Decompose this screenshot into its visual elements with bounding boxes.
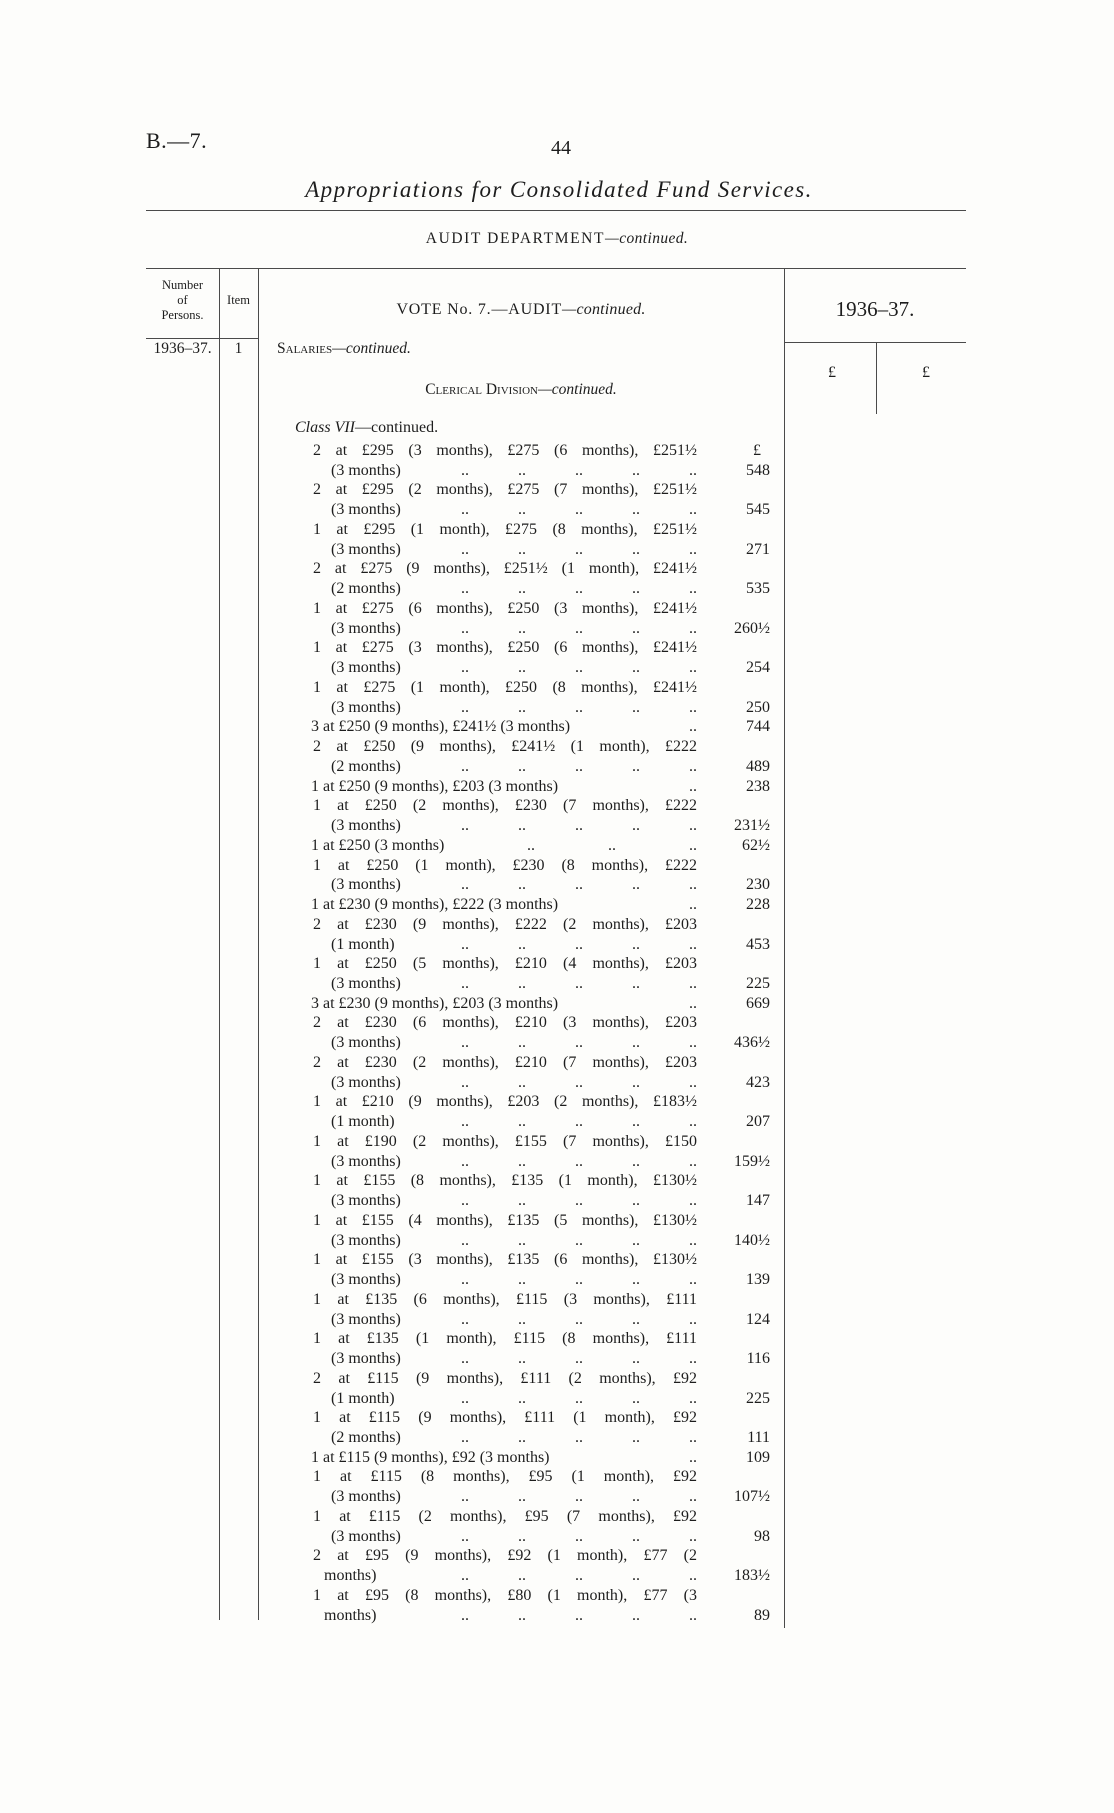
entry-rate-line: 1 at £250 (2 months), £230 (7 months), £222 [313, 797, 697, 815]
entry-amount: 436½ [734, 1034, 770, 1052]
entry-rate-line [311, 1448, 697, 1468]
entry-continuation-text: (3 months) [331, 1488, 401, 1506]
entry-rate-text: 1 at £250 (9 months), £203 (3 months) [311, 777, 559, 795]
header-word: of [177, 293, 188, 307]
dot-leader: .. .. .. .. .. [461, 501, 697, 519]
division-heading [258, 381, 784, 399]
entry-continuation-line [331, 658, 697, 678]
entry-rate-line: 2 at £295 (3 months), £275 (6 months), £251½ [313, 442, 697, 459]
entry-amount: 62½ [742, 836, 770, 854]
entry-rate-line [311, 895, 697, 915]
entry-continuation-text: (3 months) [331, 974, 401, 992]
entry-continuation-line [331, 698, 697, 718]
entry-rate-line: 2 at £95 (9 months), £92 (1 month), £77 (2 [313, 1547, 697, 1565]
entry-amount: 111 [747, 1429, 770, 1446]
amount-currency-symbol: £ [753, 442, 761, 459]
entry-rate-line: 2 at £250 (9 months), £241½ (1 month), £222 [313, 738, 697, 756]
vote-title: VOTE No. 7.—AUDIT [396, 301, 563, 318]
header-bottom-rule-left [146, 338, 258, 339]
row-year: 1936–37. [153, 340, 212, 357]
entry-continuation-text: (3 months) [331, 540, 401, 558]
header-bottom-rule-right [784, 342, 966, 343]
entry-continuation-line [331, 974, 697, 994]
dot-leader: .. .. .. .. .. [461, 619, 697, 637]
entry-rate-line [311, 777, 697, 797]
section-heading [277, 340, 411, 357]
entry-continuation-text: (3 months) [331, 1192, 401, 1210]
entry-continuation-line [331, 1349, 697, 1369]
entry-rate-line [311, 717, 697, 737]
department-heading [357, 230, 757, 248]
year-column-header: 1936–37. [835, 297, 915, 321]
entry-continuation-text: (3 months) [331, 1350, 401, 1368]
entry-amount: 225 [746, 974, 770, 992]
dot-leader: .. .. .. .. .. [461, 1606, 697, 1624]
section-name: Salaries [277, 340, 333, 357]
entry-rate-line: 1 at £275 (6 months), £250 (3 months), £241½ [313, 599, 697, 617]
entry-continuation-line [331, 757, 697, 777]
entry-continuation-text: (3 months) [331, 461, 401, 479]
entry-rate-line: 2 at £230 (9 months), £222 (2 months), £203 [313, 915, 697, 933]
entry-rate-line: 1 at £155 (4 months), £135 (5 months), £130½ [313, 1211, 697, 1229]
entry-continuation-line [331, 1191, 697, 1211]
entry-amount: 250 [746, 698, 770, 716]
dot-leader: .. .. .. .. .. [461, 1113, 697, 1131]
vote-heading [258, 301, 784, 319]
entry-continuation-text: (3 months) [331, 619, 401, 637]
currency-header-b: £ [922, 364, 930, 381]
entry-continuation-text: (3 months) [331, 698, 401, 716]
entry-continuation-line [331, 1152, 697, 1172]
dot-leader: .. [689, 1448, 697, 1466]
entry-continuation-text: (3 months) [331, 659, 401, 677]
dot-leader: .. .. .. .. .. [461, 461, 697, 479]
entry-continuation-line [331, 1270, 697, 1290]
entry-continuation-text: (3 months) [331, 1527, 401, 1545]
entry-rate-text: 1 at £115 (9 months), £92 (3 months) [311, 1448, 550, 1466]
entry-continuation-text: (1 month) [331, 1113, 395, 1131]
entry-continuation-line [331, 875, 697, 895]
entry-rate-line: 1 at £155 (3 months), £135 (6 months), £130½ [313, 1251, 697, 1269]
department-name: AUDIT DEPARTMENT [425, 230, 606, 247]
running-title: Appropriations for Consolidated Fund Services. [305, 177, 813, 202]
entry-continuation-line [331, 1231, 697, 1251]
entry-continuation-line [331, 816, 697, 836]
entry-continuation-line [331, 461, 697, 481]
entry-continuation-text: months) [324, 1567, 377, 1585]
entry-amount: 423 [746, 1073, 770, 1091]
entry-continuation-text: (2 months) [331, 757, 401, 775]
entry-continuation-text: (1 month) [331, 1389, 395, 1407]
dot-leader: .. [689, 994, 697, 1012]
entry-continuation-text: (1 month) [331, 935, 395, 953]
dot-leader: .. .. .. .. .. [461, 1192, 697, 1210]
entry-continuation-line [331, 1428, 697, 1448]
entry-amount: 238 [746, 777, 770, 795]
dot-leader: .. [689, 718, 697, 736]
item-header: Item [227, 293, 250, 307]
entry-rate-line: 1 at £275 (3 months), £250 (6 months), £241½ [313, 639, 697, 657]
entry-amount: 98 [754, 1527, 770, 1545]
entry-rate-line: 1 at £155 (8 months), £135 (1 month), £130½ [313, 1172, 697, 1190]
amount-column-divider [784, 268, 785, 1628]
entry-amount: 489 [746, 757, 770, 775]
entry-rate-text: 3 at £250 (9 months), £241½ (3 months) [311, 718, 571, 736]
entry-amount: 453 [746, 935, 770, 953]
entry-continuation-line [331, 540, 697, 560]
dot-leader: .. .. .. .. .. [461, 580, 697, 598]
dot-leader: .. .. .. .. .. [461, 757, 697, 775]
dot-leader: .. .. .. .. .. [461, 1429, 697, 1446]
entry-rate-line: 1 at £135 (1 month), £115 (8 months), £111 [313, 1330, 697, 1348]
dot-leader: .. .. .. .. .. [461, 1310, 697, 1328]
entry-amount: 159½ [734, 1152, 770, 1170]
entry-continuation-line [331, 579, 697, 599]
entry-continuation-line [331, 935, 697, 955]
entry-amount: 231½ [734, 817, 770, 835]
dot-leader: .. .. .. .. .. [461, 1527, 697, 1545]
document-reference: B.—7. [146, 128, 208, 153]
entry-rate-line: 1 at £210 (9 months), £203 (2 months), £183½ [313, 1093, 697, 1111]
persons-column-divider [219, 268, 220, 1620]
item-column-divider [258, 268, 259, 1620]
section-suffix: —continued. [332, 340, 411, 357]
entry-rate-line: 2 at £295 (2 months), £275 (7 months), £251½ [313, 481, 697, 499]
entry-amount: 254 [746, 659, 770, 677]
division-name: Clerical Division [425, 381, 538, 398]
entry-amount: 548 [746, 461, 770, 479]
dot-leader: .. .. .. .. .. [461, 1389, 697, 1407]
entry-continuation-line [331, 619, 697, 639]
department-suffix: —continued. [605, 230, 689, 247]
dot-leader: .. .. .. .. .. [461, 698, 697, 716]
entry-amount: 207 [746, 1113, 770, 1131]
entry-continuation-line [331, 1073, 697, 1093]
page-number: 44 [551, 137, 571, 159]
entry-amount: 669 [746, 994, 770, 1012]
entry-amount: 139 [746, 1271, 770, 1289]
dot-leader: .. .. .. .. .. [461, 1271, 697, 1289]
dot-leader: .. .. .. .. .. [461, 876, 697, 894]
dot-leader: .. .. .. .. .. [461, 540, 697, 558]
currency-column-divider [876, 342, 877, 414]
dot-leader: .. .. .. .. .. [461, 1034, 697, 1052]
division-suffix: —continued. [538, 381, 617, 398]
entry-amount: 228 [746, 896, 770, 914]
class-suffix: —continued. [355, 419, 439, 436]
entry-rate-line: 2 at £230 (6 months), £210 (3 months), £203 [313, 1014, 697, 1032]
entry-continuation-text: (3 months) [331, 1271, 401, 1289]
entry-rate-line: 2 at £230 (2 months), £210 (7 months), £203 [313, 1053, 697, 1071]
entry-rate-text: 1 at £230 (9 months), £222 (3 months) [311, 896, 559, 914]
dot-leader: .. .. .. .. .. [461, 1488, 697, 1506]
dot-leader: .. .. .. .. .. [461, 1567, 697, 1585]
entry-rate-line [311, 994, 697, 1014]
entry-amount: 107½ [734, 1488, 770, 1506]
entry-amount: 545 [746, 501, 770, 519]
entry-continuation-line [324, 1606, 697, 1626]
entry-amount: 744 [746, 718, 770, 736]
dot-leader: .. .. .. .. .. [461, 1073, 697, 1091]
dot-leader: .. .. .. .. .. [461, 1350, 697, 1368]
entry-amount: 271 [746, 540, 770, 558]
entry-continuation-text: (3 months) [331, 1073, 401, 1091]
entry-amount: 140½ [734, 1231, 770, 1249]
vote-suffix: —continued. [562, 301, 646, 318]
table-top-rule [146, 268, 966, 269]
entry-rate-line: 2 at £275 (9 months), £251½ (1 month), £241½ [313, 560, 697, 578]
entry-continuation-text: (3 months) [331, 1231, 401, 1249]
entry-amount: 109 [746, 1448, 770, 1466]
entry-continuation-line [331, 1310, 697, 1330]
dot-leader: .. .. .. [527, 836, 697, 854]
entry-rate-line: 1 at £115 (9 months), £111 (1 month), £92 [313, 1409, 697, 1427]
entry-rate-line: 1 at £115 (8 months), £95 (1 month), £92 [313, 1468, 697, 1486]
entry-continuation-text: (3 months) [331, 501, 401, 519]
dot-leader: .. .. .. .. .. [461, 659, 697, 677]
entry-continuation-line [331, 500, 697, 520]
entry-continuation-line [331, 1112, 697, 1132]
entry-continuation-text: (2 months) [331, 1429, 401, 1446]
entry-amount: 89 [754, 1606, 770, 1624]
dot-leader: .. .. .. .. .. [461, 935, 697, 953]
entry-rate-text: 1 at £250 (3 months) [311, 836, 445, 854]
entry-continuation-text: months) [324, 1606, 377, 1624]
entry-rate-line: 1 at £190 (2 months), £155 (7 months), £150 [313, 1132, 697, 1150]
entry-rate-line: 1 at £115 (2 months), £95 (7 months), £92 [313, 1507, 697, 1525]
dot-leader: .. [689, 896, 697, 914]
entry-rate-text: 3 at £230 (9 months), £203 (3 months) [311, 994, 559, 1012]
entry-continuation-text: (3 months) [331, 1034, 401, 1052]
entry-amount: 535 [746, 580, 770, 598]
entry-rate-line: 1 at £95 (8 months), £80 (1 month), £77 (3 [313, 1586, 697, 1604]
dot-leader: .. .. .. .. .. [461, 1152, 697, 1170]
entry-rate-line: 1 at £295 (1 month), £275 (8 months), £251½ [313, 520, 697, 538]
dot-leader: .. .. .. .. .. [461, 1231, 697, 1249]
entry-continuation-line [331, 1487, 697, 1507]
currency-header-a: £ [828, 364, 836, 381]
entry-amount: 260½ [734, 619, 770, 637]
entry-continuation-text: (3 months) [331, 1310, 401, 1328]
entry-continuation-line [324, 1566, 697, 1586]
entry-amount: 124 [746, 1310, 770, 1328]
entry-continuation-text: (3 months) [331, 1152, 401, 1170]
entry-continuation-line [331, 1033, 697, 1053]
entry-rate-line: 1 at £250 (1 month), £230 (8 months), £222 [313, 856, 697, 874]
entry-amount: 147 [746, 1192, 770, 1210]
entry-amount: 230 [746, 876, 770, 894]
entry-continuation-line [331, 1389, 697, 1409]
entry-rate-line: 1 at £250 (5 months), £210 (4 months), £203 [313, 955, 697, 973]
dot-leader: .. .. .. .. .. [461, 817, 697, 835]
entry-amount: 225 [746, 1389, 770, 1407]
entry-continuation-text: (2 months) [331, 580, 401, 598]
entry-rate-line: 2 at £115 (9 months), £111 (2 months), £92 [313, 1369, 697, 1387]
dot-leader: .. [689, 777, 697, 795]
title-rule [146, 210, 966, 211]
entry-amount: 116 [746, 1350, 770, 1368]
header-word: Number [162, 278, 203, 292]
entry-rate-line [311, 836, 697, 856]
entry-continuation-text: (3 months) [331, 817, 401, 835]
entry-rate-line: 1 at £135 (6 months), £115 (3 months), £111 [313, 1290, 697, 1308]
header-word: Persons. [161, 308, 204, 322]
entry-continuation-line [331, 1527, 697, 1547]
entry-amount: 183½ [734, 1567, 770, 1585]
entry-rate-line: 1 at £275 (1 month), £250 (8 months), £241½ [313, 678, 697, 696]
row-item-number: 1 [234, 340, 243, 357]
class-name: Class VII [295, 419, 355, 436]
entry-continuation-text: (3 months) [331, 876, 401, 894]
number-of-persons-header [146, 278, 219, 323]
dot-leader: .. .. .. .. .. [461, 974, 697, 992]
class-heading [295, 419, 438, 437]
